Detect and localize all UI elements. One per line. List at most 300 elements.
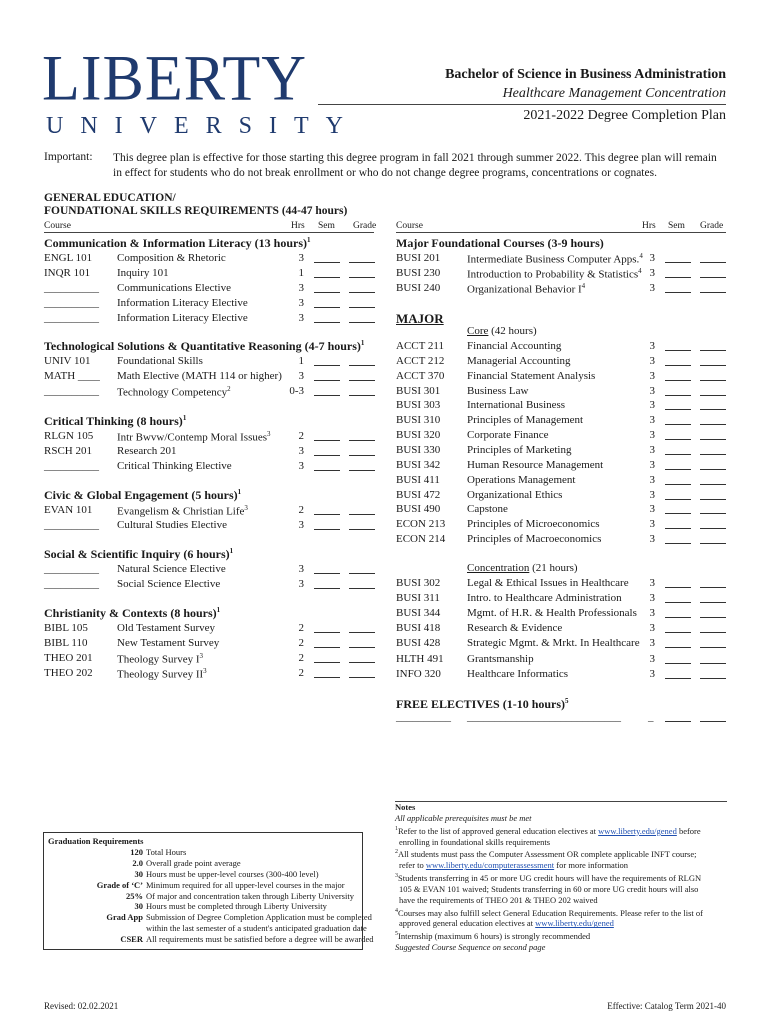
semester-blank[interactable]	[665, 663, 691, 664]
semester-blank[interactable]	[665, 350, 691, 351]
semester-blank[interactable]	[665, 678, 691, 679]
free-elective-sem-blank	[665, 721, 691, 722]
grade-blank[interactable]	[700, 543, 726, 544]
course-name: Social Science Elective	[117, 578, 221, 590]
course-code: __________	[44, 312, 99, 324]
course-name-sup: 4	[638, 267, 642, 275]
grad-requirement-key: CSER	[120, 934, 143, 945]
left-col-grade-header: Grade	[353, 221, 377, 231]
course-name: Legal & Ethical Issues in Healthcare	[467, 577, 629, 589]
section-title-sup: 1	[182, 414, 187, 422]
grad-requirement-key: 25%	[126, 890, 143, 901]
grade-blank[interactable]	[349, 307, 375, 308]
course-hours: 2	[298, 504, 304, 516]
grade-blank[interactable]	[349, 514, 375, 515]
course-code: INQR 101	[44, 267, 91, 279]
course-hours: 2	[298, 637, 304, 649]
section-title	[44, 547, 233, 562]
grade-blank[interactable]	[349, 322, 375, 323]
semester-blank[interactable]	[665, 395, 691, 396]
course-name: Communications Elective	[117, 282, 231, 294]
note-3: $^3$Students transferring in 45 or more UG credit hours will have the requirements of RLGN	[395, 872, 702, 883]
course-code: __________	[44, 563, 99, 575]
grad-requirement-row	[48, 923, 367, 934]
semester-blank[interactable]	[665, 454, 691, 455]
section-title-text: Civic & Global Engagement (5 hours)	[44, 488, 238, 502]
note-3-text: Students transferring in 45 or more UG credit hours will have the requirements of RLGN	[398, 872, 702, 883]
course-name-sup: 3	[203, 667, 207, 675]
course-hours: 3	[649, 533, 655, 545]
course-name: Grantsmanship	[467, 653, 534, 665]
course-name: Strategic Mgmt. & Mrkt. In Healthcare	[467, 637, 640, 649]
course-name: Financial Accounting	[467, 340, 562, 352]
grade-blank[interactable]	[700, 365, 726, 366]
grad-requirement-key: Grade of ‘C’	[96, 879, 143, 890]
semester-blank[interactable]	[314, 529, 340, 530]
semester-blank[interactable]	[314, 440, 340, 441]
grade-blank[interactable]	[700, 678, 726, 679]
graduation-requirements-box	[43, 832, 374, 950]
course-hours: 3	[649, 282, 655, 294]
note-1: $^1$Refer to the list of approved general education electives at www.liberty.edu/gened before	[395, 825, 701, 836]
course-name: Corporate Finance	[467, 429, 549, 441]
semester-blank[interactable]	[314, 662, 340, 663]
semester-blank[interactable]	[314, 455, 340, 456]
course-hours: 3	[649, 444, 655, 456]
course-hours: 3	[298, 282, 304, 294]
course-hours: 2	[298, 622, 304, 634]
grad-requirement-row	[48, 891, 358, 902]
section-title-sup: 1	[216, 606, 221, 614]
course-name: Cultural Studies Elective	[117, 519, 227, 531]
course-name: New Testament Survey	[117, 637, 220, 649]
header-divider	[318, 104, 726, 105]
course-code: __________	[44, 578, 99, 590]
grade-blank[interactable]	[349, 262, 375, 263]
course-name-sup: 4	[639, 252, 643, 260]
semester-blank[interactable]	[314, 365, 340, 366]
course-hours: 3	[649, 607, 655, 619]
grade-blank[interactable]	[349, 529, 375, 530]
course-hours: 3	[298, 578, 304, 590]
semester-blank[interactable]	[665, 513, 691, 514]
right-header-rule	[396, 232, 726, 233]
free-electives-title	[396, 697, 569, 712]
free-elective-grade-blank	[700, 721, 726, 722]
section-title-text: Communication & Information Literacy (13 hours)	[44, 236, 307, 250]
grade-blank[interactable]	[700, 663, 726, 664]
grad-requirement-key: 120	[130, 846, 143, 857]
grade-blank[interactable]	[349, 455, 375, 456]
grade-blank[interactable]	[700, 350, 726, 351]
grade-blank[interactable]	[349, 440, 375, 441]
course-name: Principles of Microeconomics	[467, 518, 600, 530]
grad-requirement-key: 30	[134, 868, 143, 879]
course-hours: 3	[649, 429, 655, 441]
course-hours: 3	[298, 460, 304, 472]
course-name: Capstone	[467, 503, 508, 515]
semester-blank[interactable]	[314, 573, 340, 574]
course-name: Operations Management	[467, 474, 576, 486]
grade-blank[interactable]	[349, 573, 375, 574]
course-name: Inquiry 101	[117, 267, 169, 279]
course-name: Theology Survey $II^3$	[117, 667, 207, 681]
course-code: __________	[44, 519, 99, 531]
semester-blank[interactable]	[665, 543, 691, 544]
course-name: Information Literacy Elective	[117, 312, 248, 324]
semester-blank[interactable]	[665, 632, 691, 633]
grade-blank[interactable]	[349, 277, 375, 278]
note-3-cont: 105 & EVAN 101 waived; Students transferring in 60 or more UG credit hours will also	[399, 883, 699, 894]
semester-blank[interactable]	[665, 277, 691, 278]
grade-blank[interactable]	[700, 587, 726, 588]
grade-blank[interactable]	[700, 647, 726, 648]
grade-blank[interactable]	[349, 292, 375, 293]
course-code: RSCH 201	[44, 445, 92, 457]
course-code: BUSI 201	[396, 252, 441, 264]
semester-blank[interactable]	[314, 647, 340, 648]
left-col-course-header: Course	[44, 221, 71, 231]
semester-blank[interactable]	[665, 439, 691, 440]
grade-blank[interactable]	[349, 395, 375, 396]
course-hours: 3	[649, 653, 655, 665]
note-1-text-b: before	[676, 825, 701, 836]
course-hours: 3	[298, 297, 304, 309]
course-name: Research & Evidence	[467, 622, 563, 634]
note-5: $^5$Internship (maximum 6 hours) is strongly recommended	[395, 931, 591, 942]
course-code: __________	[44, 297, 99, 309]
grade-blank[interactable]	[700, 395, 726, 396]
grade-blank[interactable]	[349, 632, 375, 633]
grad-requirement-row	[48, 858, 358, 869]
course-hours: 3	[649, 592, 655, 604]
semester-blank[interactable]	[665, 262, 691, 263]
course-code: THEO 201	[44, 652, 93, 664]
important-label: Important:	[44, 151, 93, 163]
grade-blank[interactable]	[700, 499, 726, 500]
grade-blank[interactable]	[700, 380, 726, 381]
note-3-cont2: have the requirements of THEO 201 & THEO 202 waived	[399, 894, 598, 905]
section-title-text: Social & Scientific Inquiry (6 hours)	[44, 547, 230, 561]
notes-box	[395, 801, 727, 953]
note-4-cont	[395, 918, 727, 929]
grad-requirement-row	[48, 912, 372, 923]
grade-blank[interactable]	[700, 292, 726, 293]
course-name: Healthcare Informatics	[467, 668, 569, 680]
course-hours: 2	[298, 430, 304, 442]
semester-blank[interactable]	[314, 395, 340, 396]
section-title	[44, 339, 364, 354]
gen-ed-title-line2: FOUNDATIONAL SKILLS REQUIREMENTS (44-47 hours)	[44, 205, 348, 217]
course-hours: 3	[649, 668, 655, 680]
university-logo-subtitle: UNIVERSITY	[46, 113, 360, 139]
course-code: ACCT 370	[396, 370, 445, 382]
course-name: Theology Survey $I^3$	[117, 652, 203, 666]
free-electives-title-text: FREE ELECTIVES (1-10 hours)	[396, 697, 566, 711]
course-hours: 0-3	[289, 385, 304, 397]
grade-blank[interactable]	[700, 469, 726, 470]
core-label-text: Core	[467, 325, 489, 337]
course-name: Composition & Rhetoric	[117, 252, 226, 264]
course-hours: 3	[649, 414, 655, 426]
right-col-course-header: Course	[396, 221, 423, 231]
course-hours: 3	[649, 340, 655, 352]
semester-blank[interactable]	[314, 677, 340, 678]
course-name: Old Testament Survey	[117, 622, 216, 634]
university-logo-wordmark: LIBERTY	[42, 42, 308, 115]
course-hours: 3	[298, 312, 304, 324]
grad-requirement-value: within the last semester of a student's anticipated graduation date	[146, 923, 367, 934]
course-hours: 3	[649, 370, 655, 382]
plan-title: 2021-2022 Degree Completion Plan	[523, 108, 726, 123]
grade-blank[interactable]	[349, 662, 375, 663]
grad-requirement-value: All requirements must be satisfied before a degree will be awarded	[146, 934, 374, 945]
course-code: BUSI 342	[396, 459, 441, 471]
course-name: Managerial Accounting	[467, 355, 571, 367]
note-2-cont	[395, 860, 727, 871]
note-5-text: Internship (maximum 6 hours) is strongly recommended	[398, 931, 591, 942]
free-elective-hrs-blank: _	[648, 711, 654, 723]
course-name: Information Literacy Elective	[117, 297, 248, 309]
semester-blank[interactable]	[665, 424, 691, 425]
grad-requirement-key: Grad App	[106, 912, 143, 923]
semester-blank[interactable]	[665, 484, 691, 485]
semester-blank[interactable]	[665, 380, 691, 381]
grad-requirement-row	[48, 880, 358, 891]
grade-blank[interactable]	[349, 647, 375, 648]
grade-blank[interactable]	[349, 588, 375, 589]
semester-blank[interactable]	[314, 277, 340, 278]
course-code: ACCT 212	[396, 355, 445, 367]
grad-title: Graduation Requirements	[48, 836, 144, 846]
grad-requirement-value: Overall grade point average	[146, 857, 241, 868]
course-code: BUSI 418	[396, 622, 441, 634]
course-code: BUSI 330	[396, 444, 441, 456]
important-text: This degree plan is effective for those starting this degree program in fall 2021 through summer 2022. This degree plan will remain in effect for students who do not break enrollment or who do not change degree programs, concentrations or cognates.	[113, 152, 717, 179]
course-name-sup: 2	[227, 385, 231, 393]
course-hours: 3	[649, 622, 655, 634]
course-hours: 3	[649, 399, 655, 411]
course-hours: 1	[298, 355, 304, 367]
semester-blank[interactable]	[314, 470, 340, 471]
left-col-hrs-header: Hrs	[291, 221, 305, 231]
course-code: THEO 202	[44, 667, 93, 679]
course-name: Critical Thinking Elective	[117, 460, 232, 472]
grade-blank[interactable]	[349, 470, 375, 471]
semester-blank[interactable]	[665, 528, 691, 529]
section-title-sup: 1	[237, 488, 242, 496]
grade-blank[interactable]	[700, 409, 726, 410]
course-name: Foundational Skills	[117, 355, 203, 367]
course-code: BUSI 302	[396, 577, 441, 589]
course-code: BUSI 428	[396, 637, 441, 649]
grade-blank[interactable]	[349, 365, 375, 366]
course-name: International Business	[467, 399, 566, 411]
course-name: Principles of Marketing	[467, 444, 572, 456]
course-code: __________	[44, 460, 99, 472]
grade-blank[interactable]	[700, 632, 726, 633]
course-code: __________	[44, 385, 99, 397]
course-name-sup: 3	[244, 504, 248, 512]
left-col-sem-header: Sem	[318, 221, 335, 231]
note-2: $^2$All students must pass the Computer Assessment OR complete applicable INFT course;	[395, 849, 697, 860]
grade-blank[interactable]	[700, 262, 726, 263]
gened-link[interactable]: www.liberty.edu/gened	[598, 825, 677, 836]
course-name: Introduction to Probability & Statistics$^4$	[467, 267, 642, 281]
course-name-sup: 3	[267, 430, 271, 438]
course-code: BUSI 303	[396, 399, 441, 411]
grade-blank[interactable]	[349, 677, 375, 678]
gen-ed-title-line1: GENERAL EDUCATION/	[44, 192, 176, 204]
semester-blank[interactable]	[665, 409, 691, 410]
course-name: Technology Competency$^2$	[117, 385, 231, 399]
grad-requirement-row	[48, 934, 374, 945]
semester-blank[interactable]	[665, 617, 691, 618]
note-2-more: for more information	[554, 860, 629, 871]
gen-ed-title	[44, 192, 347, 218]
semester-blank[interactable]	[665, 647, 691, 648]
note-4-approved: approved general education electives at	[399, 918, 536, 929]
note-4: $^4$Courses may also fulfill select General Education Requirements. Please refer to the list of	[395, 907, 703, 918]
notes-title: Notes	[395, 802, 416, 812]
semester-blank[interactable]	[314, 307, 340, 308]
note-2-text: All students must pass the Computer Assessment OR complete applicable INFT course;	[398, 849, 697, 860]
concentration-label-text: Concentration	[467, 562, 530, 574]
course-code: INFO 320	[396, 668, 441, 680]
semester-blank[interactable]	[314, 292, 340, 293]
semester-blank[interactable]	[665, 587, 691, 588]
revised-date: Revised: 02.02.2021	[44, 1001, 119, 1011]
course-code: BUSI 240	[396, 282, 441, 294]
course-hours: 3	[649, 489, 655, 501]
course-code: HLTH 491	[396, 653, 444, 665]
course-hours: 3	[649, 474, 655, 486]
course-name: Organizational Ethics	[467, 489, 563, 501]
section-title	[44, 414, 186, 429]
course-hours: 3	[298, 370, 304, 382]
semester-blank[interactable]	[665, 292, 691, 293]
grad-requirement-key: 30	[134, 901, 143, 912]
course-hours: 3	[649, 637, 655, 649]
course-code: BUSI 230	[396, 267, 441, 279]
section-title-sup: 1	[306, 236, 311, 244]
course-name: Evangelism & Christian Life$^3$	[117, 504, 248, 518]
course-name-sup: 4	[581, 282, 586, 290]
left-header-rule	[44, 232, 374, 233]
course-code: __________	[44, 282, 99, 294]
grad-requirement-value: Hours must be upper-level courses (300-400 level)	[146, 868, 319, 879]
grade-blank[interactable]	[700, 528, 726, 529]
course-hours: 3	[298, 563, 304, 575]
course-code: BUSI 344	[396, 607, 441, 619]
notes-suggested: Suggested Course Sequence on second page	[395, 942, 546, 953]
degree-title: Bachelor of Science in Business Administration	[445, 67, 726, 82]
semester-blank[interactable]	[314, 322, 340, 323]
course-name-sup: 3	[199, 652, 203, 660]
course-name: Financial Statement Analysis	[467, 370, 596, 382]
course-hours: 3	[649, 355, 655, 367]
course-name: Natural Science Elective	[117, 563, 226, 575]
course-name: Mgmt. of H.R. & Health Professionals	[467, 607, 637, 619]
notes-prereq: All applicable prerequisites must be met	[395, 812, 532, 823]
course-code: BUSI 310	[396, 414, 441, 426]
grade-blank[interactable]	[700, 513, 726, 514]
semester-blank[interactable]	[665, 499, 691, 500]
course-code: RLGN 105	[44, 430, 94, 442]
grade-blank[interactable]	[700, 602, 726, 603]
grade-blank[interactable]	[700, 617, 726, 618]
course-hours: 2	[298, 652, 304, 664]
grade-blank[interactable]	[700, 424, 726, 425]
grade-blank[interactable]	[700, 484, 726, 485]
grade-blank[interactable]	[700, 277, 726, 278]
semester-blank[interactable]	[314, 514, 340, 515]
core-label	[467, 325, 537, 337]
course-name: Intr Bwvw/Contemp Moral Issues$^3$	[117, 430, 271, 444]
course-hours: 3	[649, 577, 655, 589]
course-hours: 3	[649, 385, 655, 397]
grad-requirement-value: Submission of Degree Completion Application must be completed	[146, 912, 372, 923]
course-code: ECON 213	[396, 518, 446, 530]
course-hours: 3	[298, 445, 304, 457]
course-hours: 3	[649, 503, 655, 515]
grad-requirement-row	[48, 847, 358, 858]
section-title-sup: 1	[360, 339, 365, 347]
course-code: BUSI 411	[396, 474, 440, 486]
section-title	[44, 236, 310, 251]
free-electives-sup: 5	[565, 697, 569, 705]
grade-blank[interactable]	[349, 380, 375, 381]
note-1-text: Refer to the list of approved general education electives at	[398, 825, 599, 836]
semester-blank[interactable]	[314, 262, 340, 263]
free-elective-code-blank: __________	[396, 711, 451, 723]
effective-term: Effective: Catalog Term 2021-40	[607, 1001, 726, 1011]
course-code: BIBL 105	[44, 622, 88, 634]
section-title	[44, 606, 220, 621]
course-name: Human Resource Management	[467, 459, 604, 471]
grade-blank[interactable]	[700, 439, 726, 440]
course-name: Math Elective (MATH 114 or higher)	[117, 370, 282, 382]
semester-blank[interactable]	[665, 365, 691, 366]
grad-requirement-row	[48, 901, 358, 912]
core-hours: (42 hours)	[488, 325, 537, 337]
right-col-hrs-header: Hrs	[642, 221, 656, 231]
semester-blank[interactable]	[314, 380, 340, 381]
course-code: UNIV 101	[44, 355, 91, 367]
course-name: Business Law	[467, 385, 529, 397]
section-title-text: Critical Thinking (8 hours)	[44, 414, 183, 428]
course-code: BUSI 320	[396, 429, 441, 441]
semester-blank[interactable]	[665, 602, 691, 603]
course-code: BUSI 301	[396, 385, 441, 397]
course-hours: 3	[298, 519, 304, 531]
semester-blank[interactable]	[314, 632, 340, 633]
grade-blank[interactable]	[700, 454, 726, 455]
computer-assessment-link[interactable]: www.liberty.edu/computerassessment	[425, 860, 555, 871]
grad-requirement-value: Of major and concentration taken through Liberty University	[146, 890, 354, 901]
course-code: BUSI 311	[396, 592, 440, 604]
section-title-text: Christianity & Contexts (8 hours)	[44, 606, 217, 620]
grad-requirement-value: Total Hours	[146, 846, 187, 857]
grad-requirement-value: Minimum required for all upper-level courses in the major	[146, 879, 345, 890]
semester-blank[interactable]	[665, 469, 691, 470]
semester-blank[interactable]	[314, 588, 340, 589]
course-code: BUSI 490	[396, 503, 441, 515]
note-1-cont: enrolling in foundational skills requirements	[399, 836, 551, 847]
course-name: Principles of Management	[467, 414, 584, 426]
gened-link-2[interactable]: www.liberty.edu/gened	[535, 918, 614, 929]
grad-requirement-row	[48, 869, 358, 880]
